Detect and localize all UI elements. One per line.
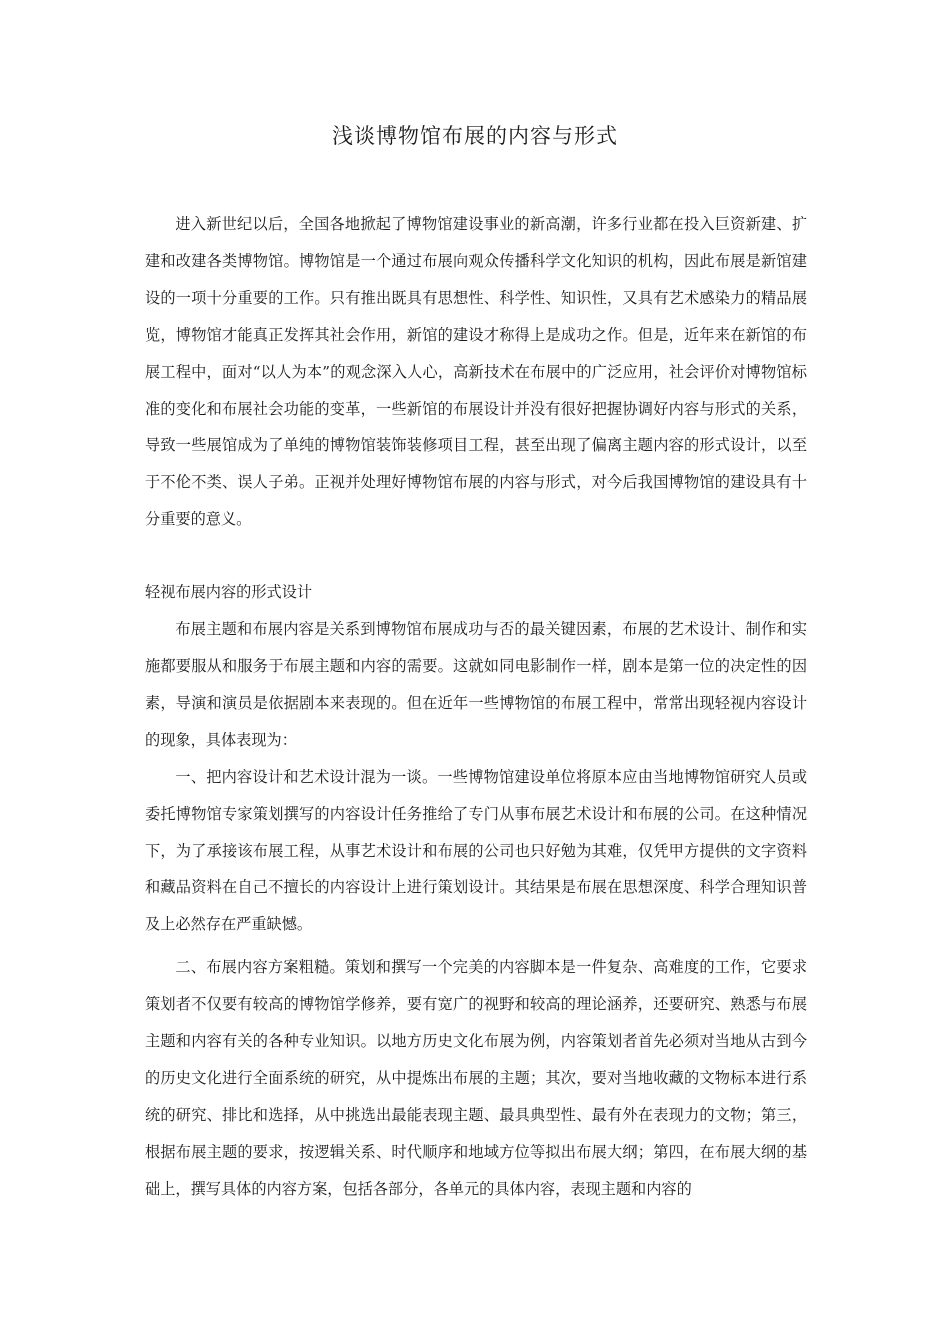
section-spacer: [145, 538, 807, 574]
section-paragraph-3: 二、布展内容方案粗糙。策划和撰写一个完美的内容脚本是一件复杂、高难度的工作，它要求策划者不仅要有较高的博物馆学修养，要有宽广的视野和较高的理论涵养，还要研究、熟悉与布展主题和内容有关的各种专业知识。以地方历史文化布展为例，内容策划者首先必须对当地从古到今的历史文化进行全面系统的研究，从中提炼出布展的主题；其次，要对当地收藏的文物标本进行系统的研究、排比和选择，从中挑选出最能表现主题、最具典型性、最有外在表现力的文物；第三，根据布展主题的要求，按逻辑关系、时代顺序和地域方位等拟出布展大纲；第四，在布展大纲的基础上，撰写具体的内容方案，包括各部分，各单元的具体内容，表现主题和内容的: [145, 958, 807, 1198]
document-title: 浅谈博物馆布展的内容与形式: [332, 124, 618, 148]
section-paragraph-2: 一、把内容设计和艺术设计混为一谈。一些博物馆建设单位将原本应由当地博物馆研究人员或委托博物馆专家策划撰写的内容设计任务推给了专门从事布展艺术设计和布展的公司。在这种情况下，为了承接该布展工程，从事艺术设计和布展的公司也只好勉为其难，仅凭甲方提供的文字资料和藏品资料在自己不擅长的内容设计上进行策划设计。其结果是布展在思想深度、科学合理知识普及上必然存在严重缺憾。: [145, 767, 807, 934]
section-paragraph-1: 布展主题和布展内容是关系到博物馆布展成功与否的最关键因素，布展的艺术设计、制作和实施都要服从和服务于布展主题和内容的需要。这就如同电影制作一样，剧本是第一位的决定性的因素，导演和演员是依据剧本来表现的。但在近年一些博物馆的布展工程中，常常出现轻视内容设计的现象，具体表现为：: [145, 620, 807, 749]
intro-paragraph: 进入新世纪以后，全国各地掀起了博物馆建设事业的新高潮，许多行业都在投入巨资新建、扩建和改建各类博物馆。博物馆是一个通过布展向观众传播科学文化知识的机构，因此布展是新馆建设的一项十分重要的工作。只有推出既具有思想性、科学性、知识性，又具有艺术感染力的精品展览，博物馆才能真正发挥其社会作用，新馆的建设才称得上是成功之作。但是，近年来在新馆的布展工程中，面对“以人为本”的观念深入人心，高新技术在布展中的广泛应用，社会评价对博物馆标准的变化和布展社会功能的变革，一些新馆的布展设计并没有很好把握协调好内容与形式的关系，导致一些展馆成为了单纯的博物馆装饰装修项目工程，甚至出现了偏离主题内容的形式设计，以至于不伦不类、误人子弟。正视并处理好博物馆布展的内容与形式，对今后我国博物馆的建设具有十分重要的意义。: [145, 215, 807, 529]
section-heading: 轻视布展内容的形式设计: [145, 583, 313, 602]
document-body: [145, 206, 807, 1208]
